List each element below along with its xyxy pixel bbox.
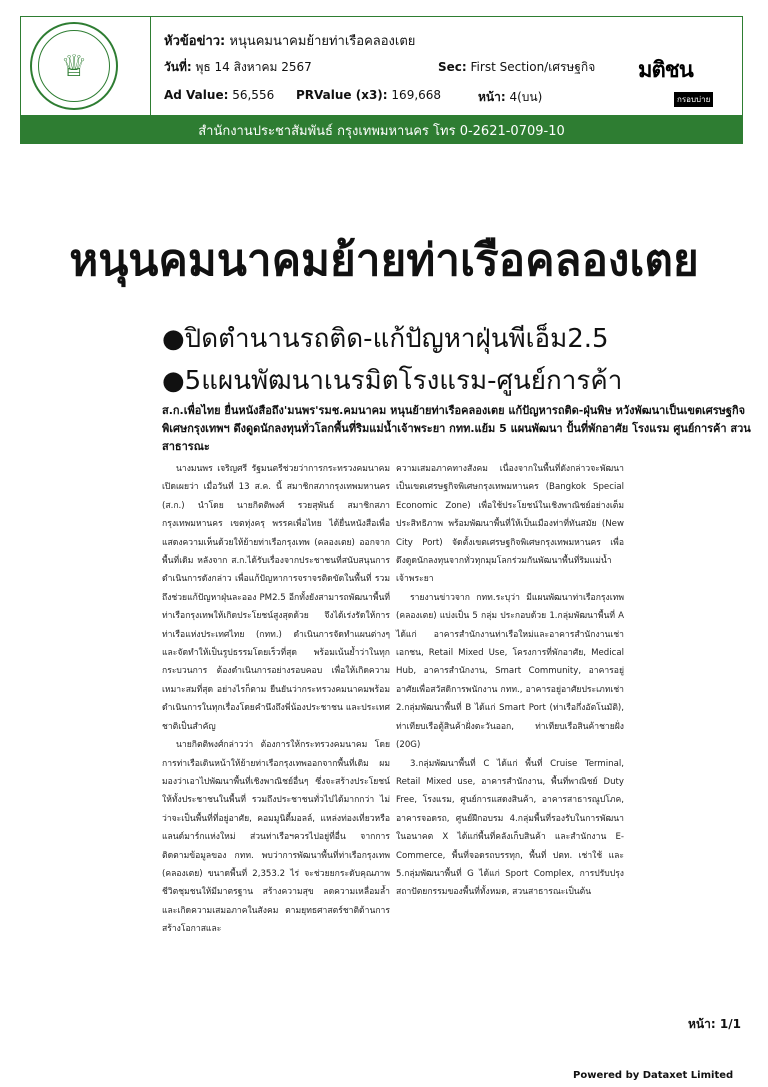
section-value: First Section/เศรษฐกิจ — [470, 60, 596, 74]
header-divider — [150, 16, 151, 116]
page-label: หน้า: — [478, 90, 506, 104]
logo-main: มติชน — [638, 58, 693, 83]
contact-banner: สำนักงานประชาสัมพันธ์ กรุงเทพมหานคร โทร 0-2621-0709-10 — [20, 116, 743, 144]
topic-line — [164, 30, 415, 51]
pr-value: 169,668 — [391, 88, 442, 102]
footer-page-label: หน้า: — [688, 1017, 716, 1031]
section-line — [438, 58, 595, 77]
article-headline: หนุนคมนาคมย้ายท่าเรือคลองเตย — [69, 235, 699, 286]
page-value: 4(บน) — [509, 90, 543, 104]
subhead-2: ●5แผนพัฒนาเนรมิตโรงแรม-ศูนย์การค้า — [162, 366, 623, 396]
footer-page-value: 1/1 — [719, 1017, 741, 1031]
section-label: Sec: — [438, 60, 467, 74]
pr-value-line — [296, 88, 441, 102]
date-value: พุธ 14 สิงหาคม 2567 — [195, 60, 312, 74]
left-paragraph-1: นางมนพร เจริญศรี รัฐมนตรีช่วยว่าการกระทรวงคมนาคม เปิดเผยว่า เมื่อวันที่ 13 ส.ค. นี้ สมาชิกสภากรุงเทพมหานคร (ส.ก.) นำโดย นายกิตติพงศ์ รวยสุพันธ์ สมาชิกสภากรุงเทพมหานคร เขตทุ่งครุ พรรคเพื่อไทย ได้ยื่นหนังสือเพื่อแสดงความเห็นด้วยให้ย้ายท่าเรือกรุงเทพ (คลองเตย) ออกจากพื้นที่เดิม หลังจาก ส.ก.ได้รับเรื่องจากประชาชนที่สนับสนุนการดำเนินการดังกล่าว เพื่อแก้ปัญหาการจราจรติดขัดในพื้นที่ รวมถึงช่วยแก้ปัญหาฝุ่นละออง PM2.5 อีกทั้งยังสามารถพัฒนาพื้นที่ท่าเรือกรุงเทพให้เกิดประโยชน์สูงสุดด้วย จึงได้เร่งรัดให้การท่าเรือแห่งประเทศไทย (กทท.) ดำเนินการจัดทำแผนต่างๆ และจัดทำให้เป็นรูปธรรมโดยเร็วที่สุด พร้อมเน้นย้ำว่าในทุกกระบวนการ ต้องดำเนินการอย่างรอบคอบ เพื่อให้เกิดความเหมาะสมที่สุด อย่างไรก็ตาม ยืนยันว่ากระทรวงคมนาคมพร้อมดำเนินการในทุกเรื่องโดยคำนึงถึงพี่น้องประชาชน และประเทศชาติเป็นสำคัญ — [162, 464, 390, 732]
page-line — [478, 88, 542, 107]
topic-value: หนุนคมนาคมย้ายท่าเรือคลองเตย — [229, 34, 416, 49]
subhead-1: ●ปิดตำนานรถติด-แก้ปัญหาฝุ่นพีเอ็ม2.5 — [162, 324, 609, 354]
left-paragraph-2: นายกิตติพงศ์กล่าวว่า ต้องการให้กระทรวงคมนาคม โดยการท่าเรือเดินหน้าให้ย้ายท่าเรือกรุงเทพออกจากพื้นที่เดิม ผมมองว่าเอาไปพัฒนาพื้นที่เชิงพาณิชย์อื่นๆ ซึ่งจะสร้างประโยชน์ให้ทั้งประชาชนในพื้นที่ รวมถึงประชาชนทั่วไปได้มากกว่า ไม่ว่าจะเป็นพื้นที่ที่อยู่อาศัย, คอมมูนิตี้มอลล์, แหล่งท่องเที่ยวหรือแลนด์มาร์กแห่งใหม่ ส่วนท่าเรือฯควรไปอยู่ที่อื่น จากการติดตามข้อมูลของ กทท. พบว่าการพัฒนาพื้นที่ท่าเรือกรุงเทพ (คลองเตย) ขนาดพื้นที่ 2,353.2 ไร่ จะช่วยยกระดับคุณภาพชีวิตชุมชนให้มีมาตรฐาน สร้างความสุข ลดความเหลื่อมล้ำและเกิดความเสมอภาคในสังคม ตามยุทธศาสตร์ชาติด้านการสร้างโอกาสและ — [162, 740, 390, 935]
ad-value-label: Ad Value: — [164, 88, 229, 102]
ad-value: 56,556 — [232, 88, 275, 102]
right-paragraph-1: ความเสมอภาคทางสังคม เนื่องจากในพื้นที่ดังกล่าวจะพัฒนาเป็นเขตเศรษฐกิจพิเศษกรุงเทพมหานคร (Bangkok Special Economic Zone) เพื่อใช้ประโยชน์ในเชิงพาณิชย์อย่างเต็มประสิทธิภาพ พร้อมพัฒนาพื้นที่ให้เป็นเมืองท่าที่ทันสมัย (New City Port) จัดตั้งเขตเศรษฐกิจพิเศษกรุงเทพมหานคร เพื่อดึงดูดนักลงทุนจากทั่วทุกมุมโลกร่วมกันพัฒนาพื้นที่ริมแม่น้ำเจ้าพระยา — [396, 464, 624, 585]
footer-page-number — [688, 1015, 741, 1034]
article-lead: ส.ก.เพื่อไทย ยื่นหนังสือถึง'มนพร'รมช.คมนาคม หนุนย้ายท่าเรือคลองเตย แก้ปัญหารถติด-ฝุ่นพิษ หวังพัฒนาเป็นเขตเศรษฐกิจพิเศษกรุงเทพฯ ดึงดูดนักลงทุนทั่วโลกพื้นที่ริมแม่น้ำเจ้าพระยา กทท.แย้ม 5 แผนพัฒนา ปั้นที่พักอาศัย โรงแรม ศูนย์การค้า สวนสาธารณะ — [162, 404, 751, 453]
date-label: วันที่: — [164, 60, 192, 74]
column-left — [162, 460, 390, 939]
pr-value-label: PRValue (x3): — [296, 88, 388, 102]
bangkok-seal-icon — [30, 22, 118, 110]
right-paragraph-2: รายงานข่าวจาก กทท.ระบุว่า มีแผนพัฒนาท่าเรือกรุงเทพ (คลองเตย) แบ่งเป็น 5 กลุ่ม ประกอบด้วย 1.กลุ่มพัฒนาพื้นที่ A ได้แก่ อาคารสำนักงานท่าเรือใหม่และอาคารสำนักงานเช่าเอกชน, Retail Mixed Use, โครงการที่พักอาศัย, Medical Hub, อาคารสำนักงาน, Smart Community, อาคารอยู่อาศัยเพื่อสวัสดิการพนักงาน กทท., อาคารอยู่อาศัยประเภทเช่า 2.กลุ่มพัฒนาพื้นที่ B ได้แก่ Smart Port (ท่าเรือกึ่งอัตโนมัติ), ท่าเทียบเรือตู้สินค้าฝั่งตะวันออก, ท่าเทียบเรือสินค้าชายฝั่ง (20G) — [396, 592, 624, 751]
logo-sub: กรอบบ่าย — [674, 92, 713, 107]
powered-by: Powered by Dataxet Limited — [573, 1070, 734, 1081]
seal-emblem-icon: ♕ — [38, 30, 110, 102]
ad-value-line — [164, 88, 274, 102]
right-paragraph-3: 3.กลุ่มพัฒนาพื้นที่ C ได้แก่ พื้นที่ Cruise Terminal, Retail Mixed use, อาคารสำนักงาน, พื้นที่พาณิชย์ Duty Free, โรงแรม, ศูนย์การแสดงสินค้า, อาคารสาธารณูปโภค, อาคารจอดรถ, ศูนย์ฝึกอบรม 4.กลุ่มพื้นที่รองรับในการพัฒนาในอนาคต X ได้แก่พื้นที่คลังเก็บสินค้า และสำนักงาน E-Commerce, พื้นที่จอดรถบรรทุก, พื้นที่ ปตท. เช่าใช้ และ 5.กลุ่มพัฒนาพื้นที่ G ได้แก่ Sport Complex, การปรับปรุงสถาปัตยกรรมของพื้นที่ทั้งหมด, สวนสาธารณะเป็นต้น — [396, 758, 624, 898]
column-right — [396, 460, 624, 902]
publisher-logo — [638, 52, 718, 107]
topic-label: หัวข้อข่าว: — [164, 34, 226, 49]
date-line — [164, 58, 312, 77]
